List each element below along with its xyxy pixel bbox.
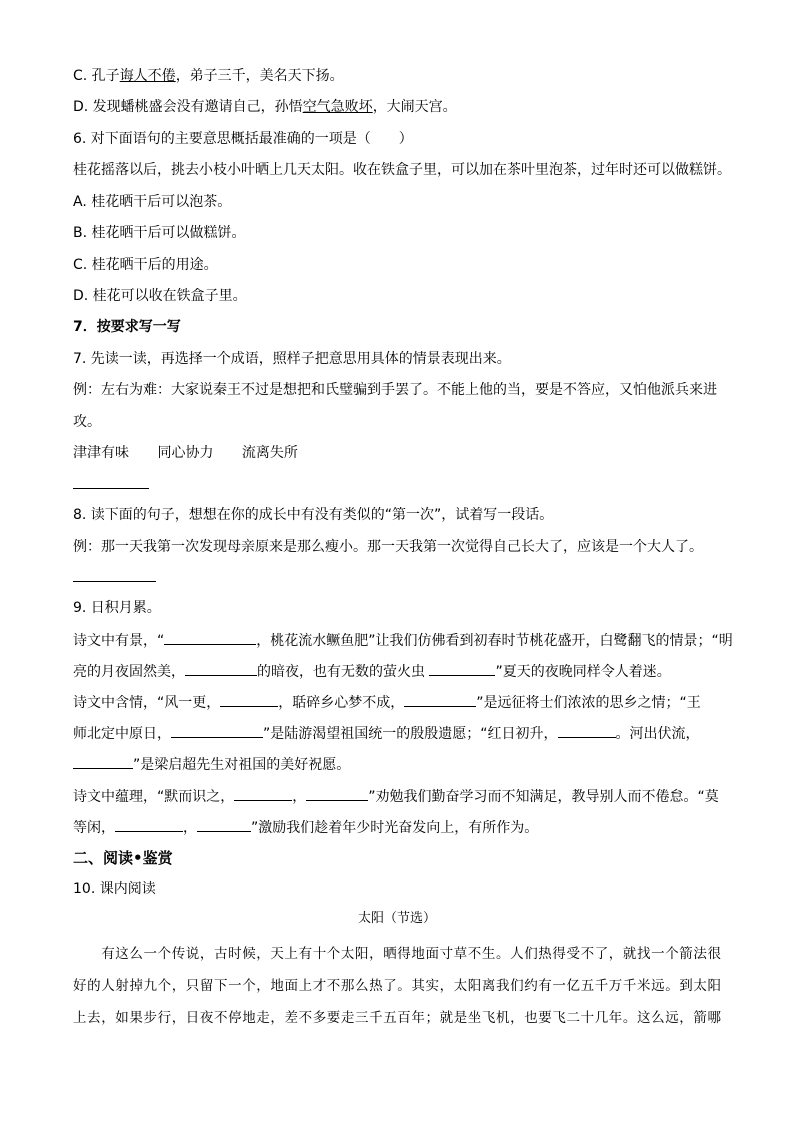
fill-blank[interactable] — [197, 817, 251, 832]
poem-text: ， — [292, 789, 307, 805]
underlined-phrase: 空气急败坏 — [302, 99, 373, 115]
poem-text: 师北定中原日， — [73, 726, 171, 742]
q7-answer-line[interactable] — [73, 488, 149, 489]
option-text: ，弟子三千，美名天下扬。 — [175, 68, 344, 84]
idiom-option: 流离失所 — [241, 445, 298, 461]
poem-text: ”夏天的夜晚同样令人着迷。 — [495, 664, 671, 680]
fill-blank[interactable] — [171, 723, 263, 738]
fill-blank[interactable] — [558, 723, 616, 738]
q5-option-c — [73, 66, 344, 86]
poem-text: 的暗夜，也有无数的萤火虫 — [257, 664, 430, 680]
q7-example-line1: 例：左右为难：大家说秦王不过是想把和氏璧骗到手罢了。不能上他的当，要是不答应，又怕他派兵来进 — [73, 382, 717, 398]
q9-line-4 — [73, 723, 700, 744]
passage-line: 好的人射掉九个，只留下一个，地面上才不那么热了。其实，太阳离我们约有一亿五千万千米远。到太阳 — [73, 978, 721, 994]
underlined-phrase: 诲人不倦 — [119, 68, 176, 84]
section-7-title: 7．按要求写一写 — [73, 319, 181, 335]
q9-line-5 — [73, 754, 350, 775]
fill-blank[interactable] — [115, 817, 183, 832]
q6-option-a: A. 桂花晒干后可以泡茶。 — [73, 194, 232, 210]
poem-text: ”是远征将士们浓浓的思乡之情；“王 — [476, 695, 701, 711]
option-text: C. 孔子 — [73, 68, 120, 84]
poem-text: 诗文中有景，“ — [73, 633, 165, 649]
poem-text: ，桃花流水鳜鱼肥”让我们仿佛看到初春时节桃花盛开，白鹭翻飞的情景；“明 — [256, 633, 733, 649]
q9-line-7 — [73, 817, 538, 838]
option-text: ，大闹天宫。 — [372, 99, 457, 115]
idiom-option: 津津有味 — [73, 445, 129, 461]
fill-blank[interactable] — [429, 661, 495, 676]
q8-answer-line[interactable] — [73, 581, 156, 582]
q6-stem: 6. 对下面语句的主要意思概括最准确的一项是（ ） — [73, 131, 413, 147]
q9-line-1 — [73, 630, 733, 651]
part-2-heading: 二、阅读•鉴赏 — [73, 849, 173, 867]
passage-title: 太阳（节选） — [357, 911, 436, 926]
q8-example: 例：那一天我第一次发现母亲原来是那么瘦小。那一天我第一次觉得自己长大了，应该是一个大人了。 — [73, 539, 703, 555]
poem-text: ”激励我们趁着年少时光奋发向上，有所作为。 — [251, 820, 539, 836]
q9-line-3 — [73, 692, 701, 713]
q9-stem: 9. 日积月累。 — [73, 600, 161, 616]
q6-option-b: B. 桂花晒干后可以做糕饼。 — [73, 225, 246, 241]
q6-option-c: C. 桂花晒干后的用途。 — [73, 257, 218, 273]
q6-option-d: D. 桂花可以收在铁盒子里。 — [73, 288, 247, 304]
q7-example-line2: 攻。 — [73, 414, 101, 430]
poem-text: ”是梁启超先生对祖国的美好祝愿。 — [133, 757, 351, 773]
poem-text: ， — [183, 820, 197, 836]
q10-stem: 10. 课内阅读 — [73, 881, 156, 897]
passage-line: 上去，如果步行，日夜不停地走，差不多要走三千五百年；就是坐飞机，也要飞二十几年。这么远，箭哪 — [73, 1010, 721, 1026]
q7-idiom-list — [73, 443, 298, 463]
q5-option-d — [73, 97, 457, 117]
fill-blank[interactable] — [164, 630, 256, 645]
fill-blank[interactable] — [73, 754, 133, 769]
idiom-option: 同心协力 — [157, 445, 214, 461]
fill-blank[interactable] — [306, 786, 368, 801]
q6-sentence: 桂花摇落以后，挑去小枝小叶晒上几天太阳。收在铁盒子里，可以加在茶叶里泡茶，过年时还可以做糕饼。 — [73, 162, 731, 178]
poem-text: ，聒碎乡心梦不成， — [278, 695, 405, 711]
q9-line-2 — [73, 661, 671, 682]
poem-text: ”劝勉我们勤奋学习而不知满足，教导别人而不倦怠。“莫 — [368, 789, 719, 805]
q8-stem: 8. 读下面的句子，想想在你的成长中有没有类似的“第一次”，试着写一段话。 — [73, 507, 554, 523]
passage-line: 有这么一个传说，古时候，天上有十个太阳，晒得地面寸草不生。人们热得受不了，就找一个箭法很 — [73, 946, 721, 962]
q9-line-6 — [73, 786, 719, 807]
poem-text: 等闲， — [73, 820, 115, 836]
fill-blank[interactable] — [185, 661, 257, 676]
fill-blank[interactable] — [234, 786, 292, 801]
fill-blank[interactable] — [404, 692, 476, 707]
poem-text: ”是陆游渴望祖国统一的殷殷遗愿；“红日初升， — [263, 726, 558, 742]
q7-stem: 7. 先读一读，再选择一个成语，照样子把意思用具体的情景表现出来。 — [73, 351, 511, 367]
fill-blank[interactable] — [220, 692, 278, 707]
option-text: D. 发现蟠桃盛会没有邀请自己，孙悟 — [73, 99, 303, 115]
poem-text: 。河出伏流， — [615, 726, 700, 742]
poem-text: 诗文中含情，“风一更， — [73, 695, 221, 711]
poem-text: 诗文中蕴理，“默而识之， — [73, 789, 235, 805]
poem-text: 亮的月夜固然美， — [73, 664, 185, 680]
